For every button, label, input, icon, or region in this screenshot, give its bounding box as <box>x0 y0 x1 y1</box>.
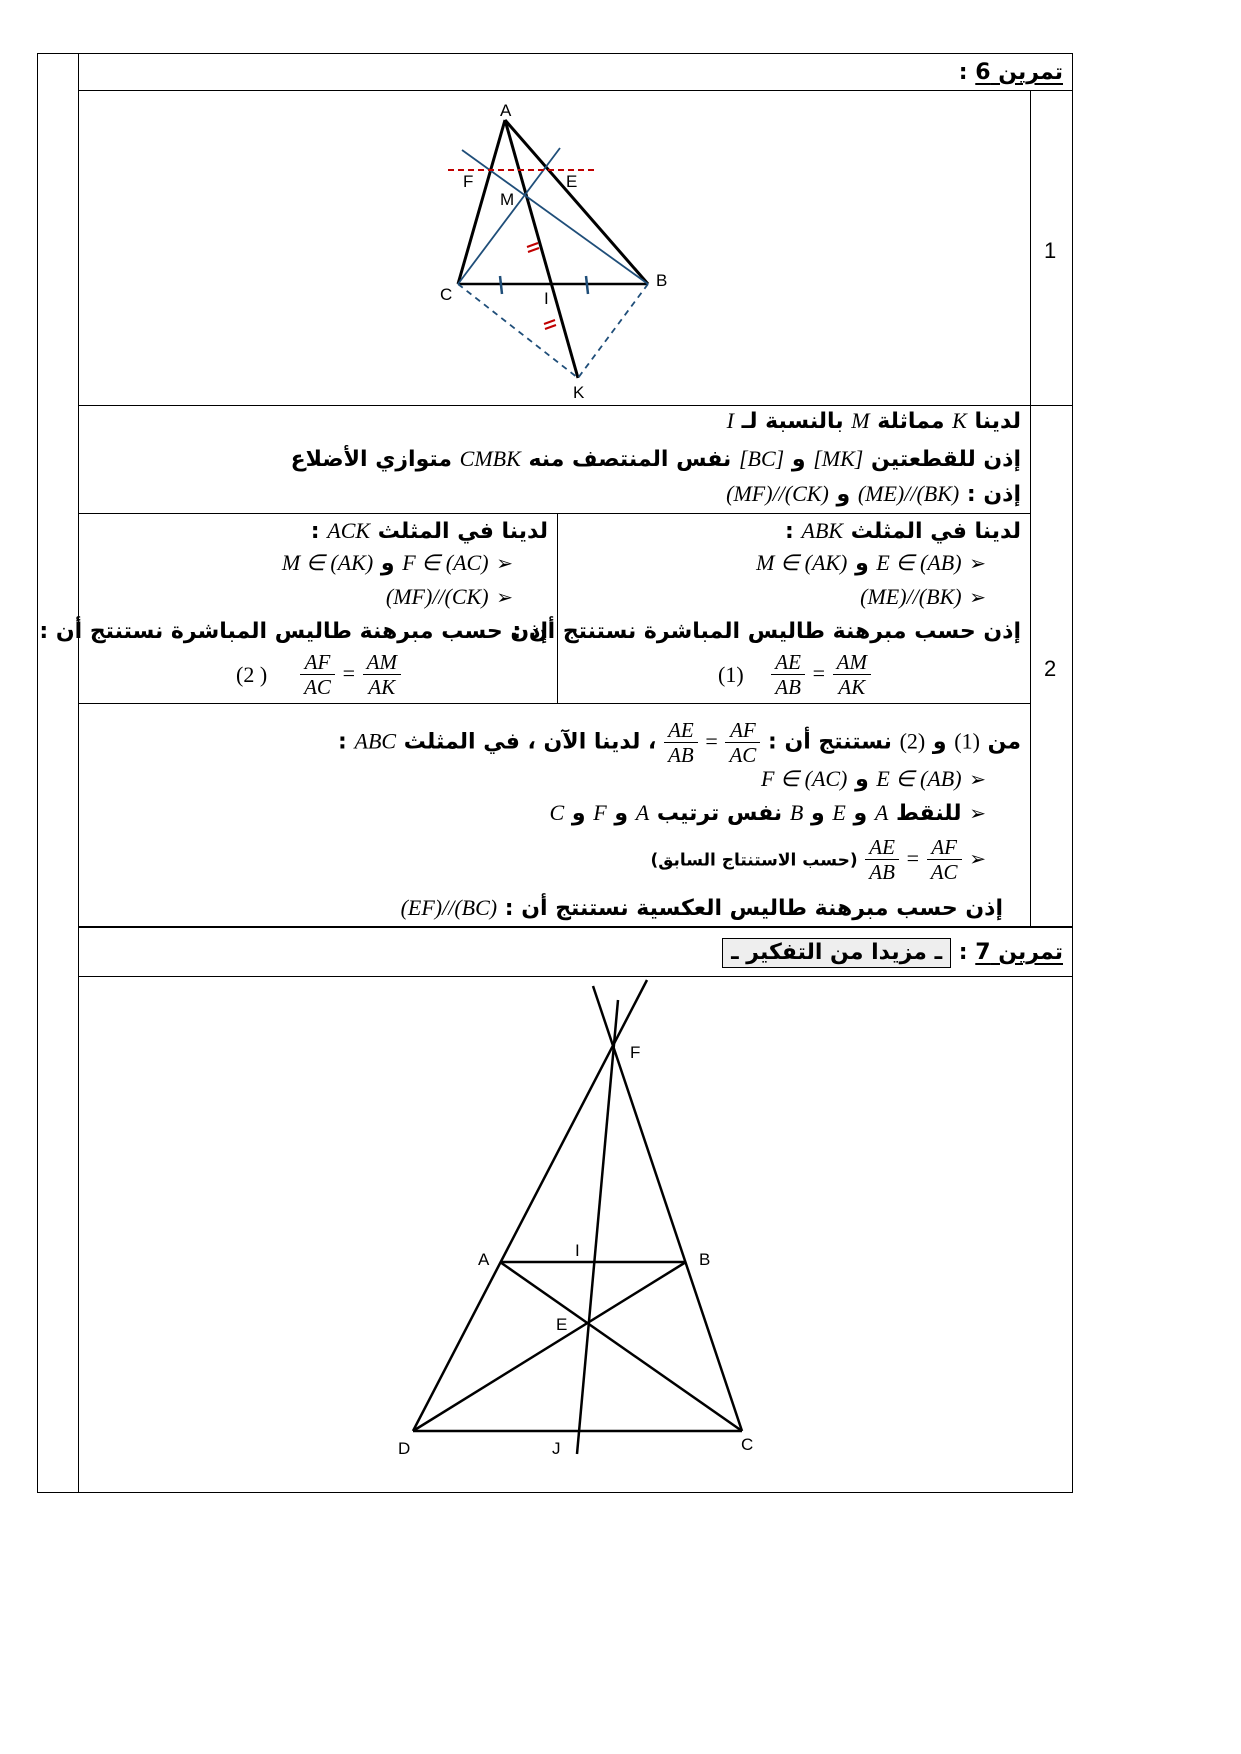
part3-item2: ➢ للنقط A و E و B نفس ترتيب A و F و C <box>549 800 986 826</box>
left-col-item1: ➢ F ∈ (AC) و M ∈ (AK) <box>281 550 513 576</box>
arrow-bullet-icon: ➢ <box>969 846 986 871</box>
equation-number-2: (2 ) <box>236 662 268 687</box>
label-A: A <box>478 1250 490 1269</box>
fraction: $\frac{AF}{AC}$ <box>725 718 760 767</box>
label-C: C <box>440 285 453 304</box>
part1-line3: إذن : (ME)//(BK) و (MF)//(CK) <box>726 481 1021 507</box>
fraction: $\frac{AF}{AC}$ <box>300 650 335 699</box>
line-AB <box>505 120 648 284</box>
exercise-6-title: تمرين 6 <box>975 60 1063 85</box>
right-col-intro: لدينا في المثلث ABK : <box>785 518 1021 544</box>
row-number-1: 1 <box>1044 238 1057 263</box>
label-I: I <box>544 289 549 308</box>
fraction: $\frac{AE}{AB}$ <box>865 835 899 884</box>
exercise-7-colon: : <box>958 940 968 965</box>
fraction: $\frac{AF}{AC}$ <box>927 835 962 884</box>
label-C: C <box>741 1435 754 1454</box>
label-D: D <box>398 1439 411 1458</box>
left-col-conclude: إذن حسب مبرهنة طاليس المباشرة نستنتج أن : <box>39 619 548 644</box>
tick-IK-b <box>545 325 556 329</box>
left-col-item2: ➢ (MF)//(CK) <box>385 584 513 609</box>
line-AK <box>505 120 578 378</box>
label-E: E <box>556 1315 568 1334</box>
part3-item3: ➢ $\frac{AE}{AB}$ = $\frac{AF}{AC}$ (حسب الاستنتاج السابق) <box>650 835 986 884</box>
part3-item1: ➢ E ∈ (AB) و F ∈ (AC) <box>761 766 986 792</box>
part3-conclusion: إذن حسب مبرهنة طاليس العكسية نستنتج أن : (EF)//(BC) <box>400 895 1003 921</box>
arrow-bullet-icon: ➢ <box>969 585 986 609</box>
line-CK-dashed <box>458 284 578 378</box>
exercise-7-subtitle: ـ مزيدا من التفكير ـ <box>722 938 951 968</box>
line-FJ <box>577 1000 618 1454</box>
arrow-bullet-icon: ➢ <box>969 551 986 575</box>
arrow-bullet-icon: ➢ <box>496 585 513 609</box>
tick-MI-a <box>527 243 538 247</box>
label-E: E <box>566 172 578 191</box>
right-col-item2: ➢ (ME)//(BK) <box>860 584 986 609</box>
fraction: $\frac{AM}{AK}$ <box>833 650 871 699</box>
right-col-conclude: إذن حسب مبرهنة طاليس المباشرة نستنتج أن : <box>512 619 1021 644</box>
line-BK-dashed <box>578 284 648 378</box>
tick-MI-b <box>528 248 539 252</box>
equation-number-1: (1) <box>718 662 744 687</box>
right-col-equation: $\frac{AE}{AB}$ = $\frac{AM}{AK}$ <box>771 650 871 699</box>
fraction: $\frac{AE}{AB}$ <box>771 650 805 699</box>
right-col-item1: ➢ E ∈ (AB) و M ∈ (AK) <box>756 550 986 576</box>
exercise-7-figure <box>0 970 1241 1490</box>
left-col-equation: $\frac{AF}{AC}$ = $\frac{AM}{AK}$ <box>300 650 401 699</box>
row-number-2: 2 <box>1044 656 1057 681</box>
part1-line1: لدينا K مماثلة M بالنسبة لـ I <box>726 408 1021 434</box>
label-B: B <box>656 271 668 290</box>
tick-IK-a <box>544 320 555 324</box>
arrow-bullet-icon: ➢ <box>969 801 986 825</box>
label-B: B <box>699 1250 711 1269</box>
label-J: J <box>552 1439 561 1458</box>
left-col-intro: لدينا في المثلث ACK : <box>310 518 548 544</box>
tick-CI <box>500 276 502 294</box>
exercise-6-colon: : <box>958 60 968 85</box>
tick-IB <box>586 276 588 294</box>
fraction: $\frac{AE}{AB}$ <box>664 718 698 767</box>
line-AC <box>500 1262 742 1431</box>
label-K: K <box>573 383 585 402</box>
part3-line1: من (1) و (2) نستنتج أن : $\frac{AE}{AB}$ = $\frac{AF}{AC}$ ، لدينا الآن ، في المثلث ABC : <box>338 718 1021 767</box>
line-AC <box>458 120 505 284</box>
line-DF <box>413 980 647 1431</box>
arrow-bullet-icon: ➢ <box>496 551 513 575</box>
arrow-bullet-icon: ➢ <box>969 767 986 791</box>
label-M: M <box>500 190 515 209</box>
part1-line2: إذن للقطعتين [MK] و [BC] نفس المنتصف منه CMBK متوازي الأضلاع <box>290 446 1021 472</box>
exercise-7-title: تمرين 7 <box>975 940 1063 965</box>
label-I: I <box>575 1241 580 1260</box>
exercise-7-header <box>722 938 1063 968</box>
label-F: F <box>463 172 474 191</box>
exercise-6-figure <box>0 0 1241 420</box>
fraction: $\frac{AM}{AK}$ <box>363 650 401 699</box>
line-CF <box>593 986 742 1431</box>
label-F: F <box>630 1043 641 1062</box>
line-BD <box>413 1262 686 1431</box>
label-A: A <box>500 101 512 120</box>
